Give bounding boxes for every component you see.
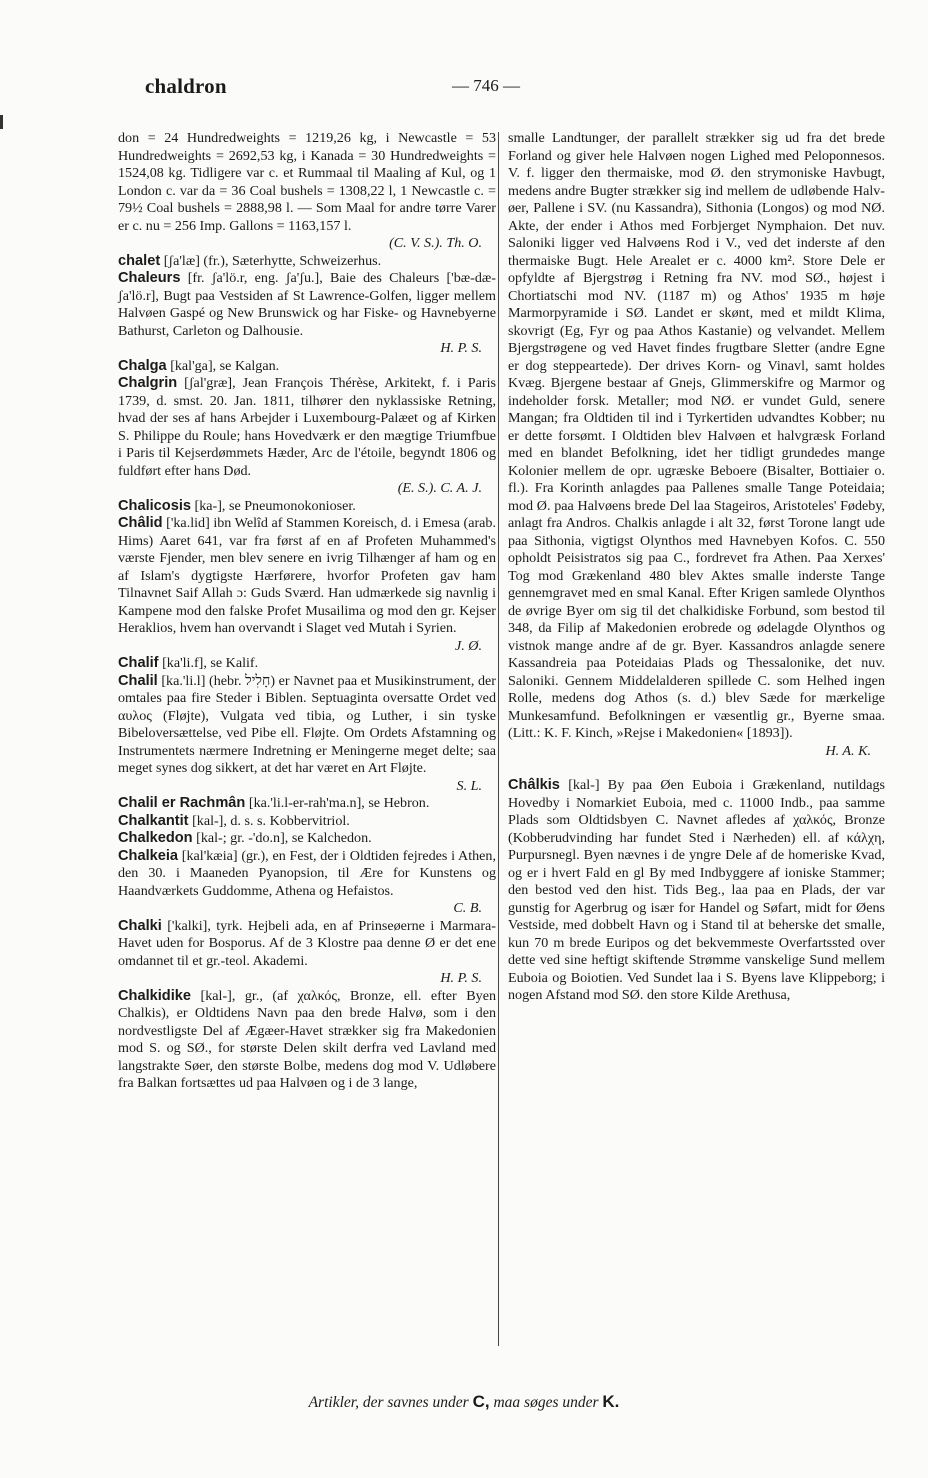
entry-text: [fr. ʃa'lö.r, eng. ʃa'ʃu.], Baie des Chaleurs ['bæ-dæ-ʃa'lö.r], Bugt paa Vestsiden af St Lawrence-Golfen, ligger mellem Halvøen Gaspé og New Brunswick og har Fiske- og Havnebyerne Bathurst, Carleton og Dalhousie.: [118, 270, 497, 339]
entry-signature: H. P. S.: [440, 970, 482, 986]
entry-text: [ka.'li.l-er-rah'ma.n], se Hebron.: [248, 795, 430, 811]
entry-signature: C. B.: [453, 900, 482, 916]
dictionary-entry: [118, 130, 496, 253]
dictionary-entry: [118, 988, 496, 1093]
dictionary-entry: [118, 498, 496, 516]
footer-text-2: maa søges under: [489, 1394, 603, 1411]
entry-text: [ʃa'læ] (fr.), Sæterhytte, Schweizerhus.: [163, 252, 382, 269]
dictionary-entry: [118, 515, 496, 655]
entry-text: [kal-; gr. -'do.n], se Kalchedon.: [196, 830, 372, 846]
dictionary-entry: [508, 777, 885, 1005]
dictionary-entry: [118, 375, 496, 498]
entry-headword: Chalil er Rachmân: [118, 795, 246, 811]
running-headword: chaldron: [145, 74, 227, 98]
dictionary-entry: [118, 655, 496, 673]
footer-note: [0, 1392, 928, 1412]
entry-text: [kal'kæia] (gr.), en Fest, der i Oldtiden fejredes i Athen, den 30. i Maaneden Pyanopsion, til Ære for Kunstens og Haandværkets Guddomme, Athena og Hefaistos.: [118, 847, 496, 899]
entry-text: ['kalki], tyrk. Hejbeli ada, en af Prinseøerne i Marmara-Havet uden for Bosporus. Af de 3 Klostre paa denne Ø er det ene omdannet til et gr.-teol. Akademi.: [118, 917, 496, 969]
column-divider: [498, 132, 499, 1346]
dictionary-entry: [508, 130, 885, 760]
entry-headword: Chalki: [118, 917, 162, 934]
dictionary-entry: [118, 270, 496, 358]
page-number: — 746 —: [452, 76, 520, 95]
entry-headword: Chalgrin: [118, 375, 178, 391]
dictionary-entry: [118, 795, 496, 813]
margin-mark: [0, 115, 3, 129]
footer-text-1: Artikler, der savnes under: [308, 1394, 473, 1411]
entry-text: [ka-], se Pneumonokonioser.: [194, 497, 356, 514]
footer-letter-k: K.: [602, 1392, 620, 1411]
dictionary-entry: [118, 813, 496, 831]
entry-headword: Chalil: [118, 672, 158, 689]
entry-text: smalle Landtunger, der parallelt strækker sig ud fra det brede Forland og giver hele Halvøen nogen Lighed med Peloponnesos. V. f. ligger den thermaiske, mod Ø. den strymoniske Havbugt, medens andre Bugter strækker sig ind mellem de udløbende Halvøer, Pallene i SV. (nu Kassandra), Sithonia (Longos) og mod NØ. Akte, der ender i Athos med Forbjerget Nymphaion. Det nuv. Saloniki ligger ved Halvøens Rod i V., ved det inderste af den thermaiske Bugt. Hele Arealet er c. 4000 km². Store Dele er opfyldte af Bjergstrøg i Retning fra NV. mod SØ., højest i Chortiatschi mod NV. (1187 m) og Athos' 1935 m høje Marmorpyramide i SØ. Landet er skønt, med et mildt Klima, skovrigt (Eg, Fyr og paa Athos Kastanie) og velvandet. Mellem Bjergstrøgene og ved Havet findes frugtbare Sletter (andre Egne er dog steppeartede). Der drives Korn- og Vinavl, samt holdes Kvæg. Bjergene bestaar af Gnejs, Glimmerskifre og Marmor og indeholder forsk. Metaller; mod NØ. er vundet Guld, senere Mangan; fra Oldtiden til ind i Tyrkertiden udvandtes Kobber; nu er dette forsømt. I Oldtiden blev Halvøen et halvgræsk Forland med en blandet Befolkning, idet her tidligt grundedes mange Kolonier mellem de opr. ugræske Beboere (Bisalter, Bottiaier o. fl.). Fra Korinth anlagdes paa Pallenes smalle Tange Poteidaia; mod Ø. paa Halvøens brede Del laa Stageiros, Aristoteles' Fødeby, anlagt fra Andros. Chalkis anlagde i alt 32, først Torone langt ude paa Sithonia, vigtigst Olynthos med Havnebyen Kofos. C. 550 opholdt Peisistratos sig paa C., fordrevet fra Athen. Paa Xerxes' Tog mod Grækenland 480 blev Aktes smalle inderste Tange gennemgravet med en smal Kanal. Efter Krigen samlede Olynthos de øvrige Byer om sig til det chalkidiske Forbund, som bestod til 348, da Filip af Makedonien erobrede og ødelagde Olynthos og vistnok mange andre af de gr. Byer. Kassandros anlagde senere Kassandreia paa Poteidaias Plads og Thessalonike, det nuv. Saloniki. Gennem Middelalderen spillede C. som Helhed ingen Rolle, medens dog Athos (s. d.) blev Sæde for mærkelige Munkesamfund. Befolkningen er væsentlig gr., Byerne smaa. (Litt.: K. F. Kinch, »Rejse i Makedonien« [1893]).: [508, 130, 885, 741]
dictionary-entry: [118, 358, 496, 376]
entry-text: ['ka.lid] ibn Welîd af Stammen Koreisch, d. i Emesa (arab. Hims) Aaret 641, var fra først af en af Profeten Muhammed's værste Fjender, men blev senere en ivrig Tilhænger af ham og en af Islam's dygtigste Hærførere, hvorfor Profeten gav ham Tilnavnet Saif Allah ɔ: Guds Sværd. Han udmærkede sig navnlig i Kampene mod den falske Profet Musailima og mod den gr. Kejser Heraklios, hvem han overvandt i Slaget ved Mutah i Syrien.: [118, 515, 496, 636]
entry-signature: (E. S.). C. A. J.: [397, 480, 482, 496]
dictionary-entry: [118, 830, 496, 848]
entry-headword: Chalif: [118, 655, 159, 671]
entry-headword: Chalkeia: [118, 847, 179, 864]
entry-signature: S. L.: [456, 777, 482, 794]
right-column: [508, 130, 885, 1005]
entry-text: [kal-], gr., (af χαλκός, Bronze, ell. efter Byen Chalkis), er Oldtidens Navn paa den brede Halvø, som i den nordvestligste Del af Ægæer-Havet strækker sig fra Makedonien mod S. og SØ., for største Delen skilt derfra ved Lavland med langstrakte Søer, den største Bolbe, medens dog mod V. Udløbere fra Balkan fortsættes ud paa Halvøen og i de 3 lange,: [118, 987, 497, 1091]
entry-headword: Chalicosis: [118, 497, 191, 514]
entry-text: [kal-] By paa Øen Euboia i Grækenland, nutildags Hovedby i Nomarkiet Euboia, med c. 11000 Indb., paa samme Plads som Oldtidsbyen C. Navnet afledes af χαλκός, Bronze (Kobberudvinding har fundet Sted i Nærheden) ell. af κάλχη, Purpursnegl. Byen nævnes i de yngre Dele af de homeriske Kvad, og er i hvert Fald en gl By med Indbyggere af ioniske Stammer; den bestod ved den hist. Tids Beg., laa paa en Plads, der var gunstig for Agerbrug og især for Handel og Søfart, midt for Øens Vestside, med dobbelt Havn og i Stand til at beherske det smalle, kun 70 m brede Euripos og det bekvemmeste Overfartssted over dette ved sine heftigt skiftende Strømme vanskelige Sund mellem Euboia og Boiotien. Ved Sundet laa i S. Byens lave Klippeborg; i nogen Afstand mod SØ. den store Kilde Arethusa,: [508, 777, 885, 1003]
left-column: [118, 130, 496, 1093]
entry-signature: J. Ø.: [454, 637, 482, 654]
entry-headword: Châlid: [118, 515, 163, 531]
entry-signature: (C. V. S.). Th. O.: [389, 235, 482, 251]
dictionary-entry: [118, 918, 496, 988]
entry-headword: chalet: [118, 252, 161, 269]
entry-text: [kal'ga], se Kalgan.: [170, 357, 280, 374]
entry-text: don = 24 Hundredweights = 1219,26 kg, i Newcastle = 53 Hundredweights = 2692,53 kg, i Kanada = 30 Hundredweights = 1524,08 kg. Tidligere var c. et Rummaal til Maaling af Kul, og 1 London c. var da = 36 Coal bushels = 1308,22 l, 1 Newcastle c. = 79½ Coal bushels = 2888,98 l. — Som Maal for andre tørre Varer er c. nu = 256 Imp. Gallons = 1163,157 l.: [118, 130, 496, 234]
dictionary-entry: [118, 848, 496, 918]
dictionary-entry: [118, 673, 496, 796]
entry-signature: H. P. S.: [440, 340, 482, 356]
entry-text: [kal-], d. s. s. Kobbervitriol.: [192, 812, 350, 829]
entry-text: [ʃal'græ], Jean François Thérèse, Arkitekt, f. i Paris 1739, d. smst. 20. Jan. 1811, tilhører den nyklassiske Retning, hvad der ses af hans Arbejder i Luxembourg-Palæet og af Kirken S. Philippe du Roule; hans Hovedværk er den mægtige Triumfbue i Paris til Kejserdømmets Hæder, Arc de l'étoile, begyndt 1806 og fuldført efter hans Død.: [118, 375, 496, 479]
footer-letter-c: C,: [472, 1392, 490, 1411]
entry-headword: Chalkantit: [118, 812, 189, 829]
page-header: [0, 74, 928, 104]
entry-headword: Châlkis: [508, 777, 560, 793]
dictionary-entry: [118, 253, 496, 271]
entry-text: [ka'li.f], se Kalif.: [162, 655, 259, 671]
entry-text: [ka.'li.l] (hebr. חָלִיל) er Navnet paa et Musikinstrument, der omtales paa fire Steder i Biblen. Septuaginta oversatte Ordet ved αυλος (Fløjte), Vulgata ved tibia, og Luther, i sin tyske Bibeloversættelse, ved Pibe ell. Fløjte. Om Ordets Afstamning og Instrumentets nærmere Indretning er Meningerne meget delte; saa meget synes dog sikkert, at det har været en Art Fløjte.: [118, 672, 496, 776]
entry-headword: Chaleurs: [118, 270, 181, 286]
entry-headword: Chalkidike: [118, 987, 191, 1004]
entry-headword: Chalkedon: [118, 830, 193, 846]
entry-headword: Chalga: [118, 357, 167, 374]
entry-signature: H. A. K.: [825, 742, 871, 759]
